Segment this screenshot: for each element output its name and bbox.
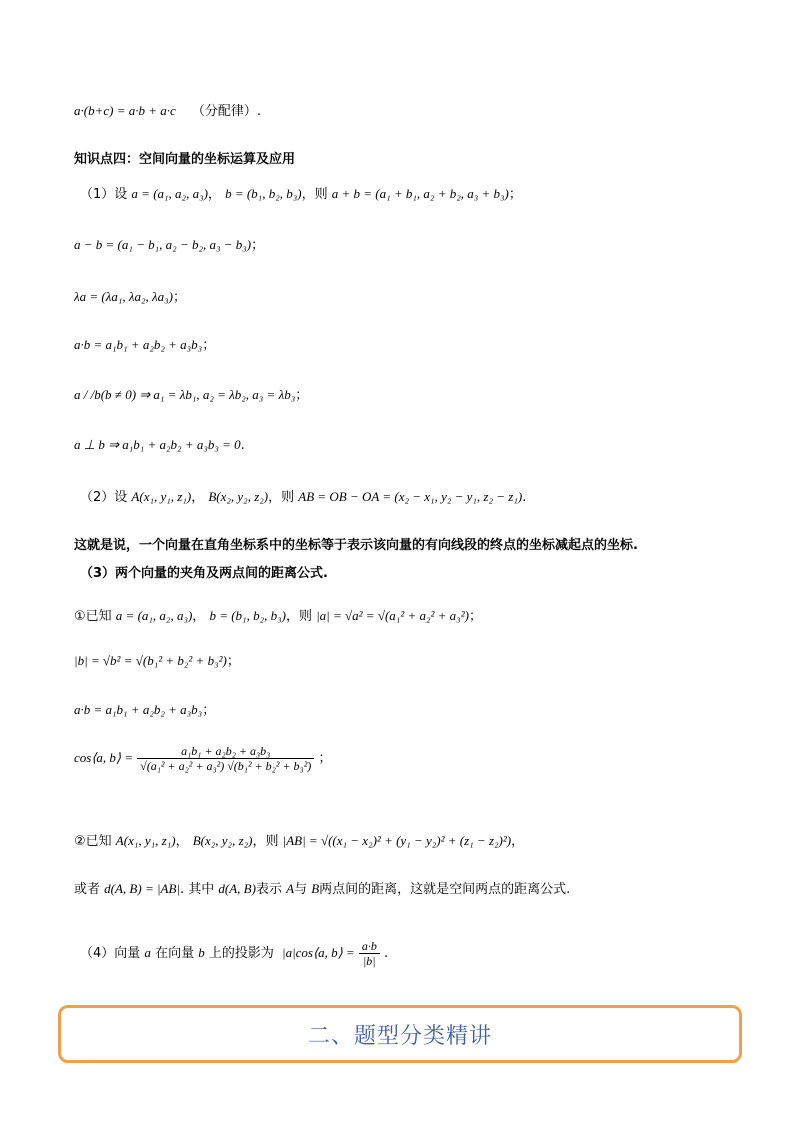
dot-product-formula: a·b = a₁b₁ + a₂b₂ + a₃b₃: [74, 337, 203, 352]
parallel-formula: a / /b(b ≠ 0) ⇒ a₁ = λb₁, a₂ = λb₂, a₃ = λb₃: [74, 387, 296, 402]
distance-tail: 两点间的距离，这就是空间两点的距离公式.: [319, 882, 571, 897]
heading-text: 知识点四：空间向量的坐标运算及应用: [74, 152, 296, 167]
known-2-point-b: B(x₂, y₂, z₂): [192, 833, 253, 848]
item-2-sep: ，: [191, 490, 205, 505]
norm-b-line: [74, 654, 240, 668]
dot-product-2-line: [74, 703, 215, 717]
item-1-prefix: （1）设: [80, 187, 128, 202]
cosine-fraction: [137, 745, 314, 772]
projection-lhs: |a|cos⟨a, b⟩ =: [282, 945, 355, 960]
known-2-sep: ，: [175, 834, 189, 849]
dot-product-line: [74, 338, 215, 352]
explanation-line: [74, 539, 638, 552]
scalar-end: ；: [173, 290, 187, 305]
item-2-prefix: （2）设: [80, 490, 128, 505]
cosine-numerator: a₁b₁ + a₂b₂ + a₃b₃: [137, 745, 314, 759]
explanation-text: 这就是说，一个向量在直角坐标系中的坐标等于表示该向量的有向线段的终点的坐标减起点的坐标.: [74, 538, 638, 553]
distributive-law-line: [74, 104, 261, 118]
distributive-law-formula: a·(b+c) = a·b + a·c: [74, 103, 176, 118]
scalar-line: [74, 290, 186, 304]
projection-fraction: [359, 940, 380, 967]
item-3-text: （3）两个向量的夹角及两点间的距离公式.: [80, 566, 328, 581]
item-4-tail: 上的投影为: [208, 946, 274, 961]
norm-a-formula: |a| = √a² = √(a₁² + a₂² + a₃²): [316, 608, 469, 623]
norm-b-formula: |b| = √b² = √(b₁² + b₂² + b₃²): [74, 653, 227, 668]
dot-product-2-formula: a·b = a₁b₁ + a₂b₂ + a₃b₃: [74, 702, 203, 717]
item-3-line: [80, 567, 328, 580]
known-1-vector-b: b = (b₁, b₂, b₃): [209, 608, 286, 623]
item-2-line: [80, 490, 526, 504]
known-2-prefix: ②已知: [74, 834, 112, 849]
item-4-end: .: [383, 946, 389, 961]
distance-formula: d(A, B) = |AB|: [104, 881, 180, 896]
distance-mid1: . 其中: [180, 882, 215, 897]
parallel-end: ；: [295, 388, 309, 403]
item-4-mid: 在向量: [155, 946, 195, 961]
item-4-prefix: （4）向量: [80, 946, 141, 961]
distance-symbol: d(A, B): [218, 881, 256, 896]
known-1-prefix: ①已知: [74, 609, 112, 624]
known-2-end: ，: [511, 834, 525, 849]
item-1-line: [80, 187, 522, 201]
distance-line: [74, 882, 570, 896]
vector-a-def: a = (a₁, a₂, a₃): [131, 186, 208, 201]
item-4-vector-b: b: [198, 945, 205, 960]
known-2-line: [74, 834, 524, 848]
projection-denominator: |b|: [363, 954, 376, 968]
cosine-end: ；: [318, 751, 332, 766]
scalar-formula: λa = (λa₁, λa₂, λa₃): [74, 289, 174, 304]
known-1-end: ；: [468, 609, 482, 624]
perpendicular-line: [74, 438, 245, 452]
item-4-vector-a: a: [144, 945, 151, 960]
known-1-sep: ，: [192, 609, 206, 624]
parallel-line: [74, 388, 308, 402]
cosine-lhs: cos⟨a, b⟩ =: [74, 750, 133, 765]
section-heading: [74, 153, 295, 166]
item-4-line: [80, 940, 388, 967]
vector-b-def: b = (b₁, b₂, b₃): [225, 186, 302, 201]
banner-title: 二、题型分类精讲: [307, 1023, 492, 1049]
known-1-then: ，则: [285, 609, 312, 624]
norm-b-end: ；: [226, 654, 240, 669]
point-a-def: A(x₁, y₁, z₁): [131, 489, 192, 504]
point-b-def: B(x₂, y₂, z₂): [208, 489, 269, 504]
point-b-symbol: B: [311, 881, 320, 896]
item-2-then: ，则: [268, 490, 295, 505]
dot-product-2-end: ；: [202, 703, 216, 718]
distance-mid2: 表示: [255, 882, 282, 897]
known-2-then: ，则: [252, 834, 279, 849]
item-1-then: ，则: [301, 187, 328, 202]
distance-prefix: 或者: [74, 882, 101, 897]
distance-ab-formula: |AB| = √((x₁ − x₂)² + (y₁ − y₂)² + (z₁ − z₂)²): [282, 833, 512, 848]
known-1-vector-a: a = (a₁, a₂, a₃): [115, 608, 193, 623]
difference-line: [74, 238, 264, 252]
distributive-law-note: （分配律）.: [191, 104, 262, 119]
projection-numerator: a·b: [359, 940, 380, 954]
difference-formula: a − b = (a₁ − b₁, a₂ − b₂, a₃ − b₃): [74, 237, 252, 252]
known-2-point-a: A(x₁, y₁, z₁): [115, 833, 176, 848]
item-2-end: .: [522, 490, 527, 505]
item-1-end: ；: [508, 187, 522, 202]
perpendicular-end: .: [240, 438, 245, 453]
section-banner: [58, 1005, 742, 1063]
dot-product-end: ；: [202, 338, 216, 353]
distance-mid3: 与: [294, 882, 308, 897]
perpendicular-formula: a ⊥ b ⇒ a₁b₁ + a₂b₂ + a₃b₃ = 0: [74, 437, 241, 452]
vector-ab-formula: AB = OB − OA = (x₂ − x₁, y₂ − y₁, z₂ − z₁): [298, 489, 523, 504]
item-1-sep: ，: [207, 187, 221, 202]
known-1-line: [74, 609, 482, 623]
point-a-symbol: A: [286, 881, 295, 896]
sum-formula: a + b = (a₁ + b₁, a₂ + b₂, a₃ + b₃): [331, 186, 509, 201]
cosine-line: [74, 745, 331, 772]
difference-end: ；: [251, 238, 265, 253]
cosine-denominator: √(a₁² + a₂² + a₃²) √(b₁² + b₂² + b₃²): [140, 759, 312, 773]
